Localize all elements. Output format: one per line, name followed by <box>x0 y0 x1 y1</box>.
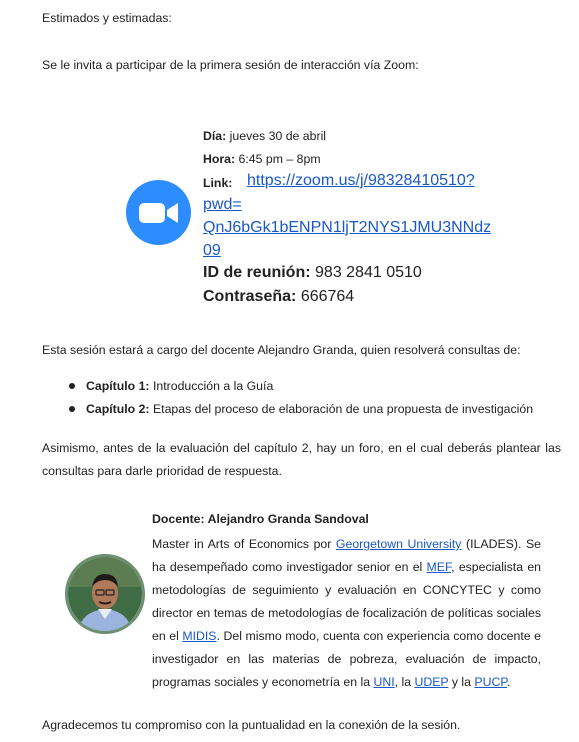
meeting-password <box>203 288 354 306</box>
uni-link[interactable]: UNI <box>373 675 395 689</box>
time-label: Hora: <box>203 152 236 166</box>
zoom-link-line-2[interactable]: pwd= <box>203 196 242 213</box>
chapter-label: Capítulo 1: <box>86 379 150 393</box>
zoom-link-line-1[interactable]: https://zoom.us/j/98328410510? <box>247 172 475 189</box>
teacher-photo <box>68 557 142 631</box>
time-value: 6:45 pm – 8pm <box>238 152 321 166</box>
teacher-title: Docente: Alejandro Granda Sandoval <box>152 512 369 526</box>
day-label: Día: <box>203 129 227 143</box>
teacher-bio <box>152 533 541 694</box>
forum-line-2: consultas para darle prioridad de respuesta. <box>42 464 282 478</box>
georgetown-link[interactable]: Georgetown University <box>335 537 462 551</box>
bio-text: y la <box>448 675 475 689</box>
bio-text: , especialista en metodologías de seguimiento y evaluación en CONCYTEC y como director en temas de metodologías de focalización de políticas sociales en el <box>152 560 542 643</box>
list-item <box>64 376 533 399</box>
chapter-text: Etapas del proceso de elaboración de una propuesta de investigación <box>152 402 534 416</box>
chapter-label: Capítulo 2: <box>86 402 150 416</box>
forum-line-1: Asimismo, antes de la evaluación del capítulo 2, hay un foro, en el cual deberás plantear las <box>42 441 561 455</box>
zoom-video-camera-icon <box>126 180 191 245</box>
bio-text: , la <box>394 675 415 689</box>
password-value: 666764 <box>300 288 355 305</box>
pucp-link[interactable]: PUCP <box>474 675 507 689</box>
zoom-link-line-4[interactable]: 09 <box>203 242 221 259</box>
zoom-logo-icon <box>126 180 191 245</box>
chapter-text: Introducción a la Guía <box>152 379 274 393</box>
bio-text: . <box>507 675 511 689</box>
session-text: Esta sesión estará a cargo del docente Alejandro Granda, quien resolverá consultas de: <box>42 343 521 357</box>
list-item <box>64 399 533 422</box>
meeting-day <box>203 129 326 143</box>
id-value: 983 2841 0510 <box>315 264 422 281</box>
chapter-list <box>64 376 533 422</box>
greeting-text: Estimados y estimadas: <box>42 11 172 25</box>
midis-link[interactable]: MIDIS <box>182 629 217 643</box>
bio-text: (ILADES). Se ha desempeñado como investigador senior en el <box>152 537 541 574</box>
forum-text <box>42 440 561 479</box>
meeting-time <box>203 152 321 166</box>
teacher-avatar <box>65 554 145 634</box>
bio-text: Master in Arts of Economics por <box>152 537 336 551</box>
meeting-id <box>203 264 422 282</box>
zoom-link-line-3[interactable]: QnJ6bGk1bENPN1ljT2NYS1JMU3NNdz <box>203 219 492 236</box>
udep-link[interactable]: UDEP <box>414 675 449 689</box>
id-label: ID de reunión: <box>203 264 311 281</box>
day-value: jueves 30 de abril <box>229 129 327 143</box>
link-label: Link: <box>203 176 233 190</box>
password-label: Contraseña: <box>203 288 297 305</box>
invite-text: Se le invita a participar de la primera sesión de interacción vía Zoom: <box>42 58 419 72</box>
bio-text: . Del mismo modo, cuenta con experiencia como docente e investigador en las materias de pobreza, evaluación de impacto, programas sociales y econometría en la <box>152 629 541 689</box>
mef-link[interactable]: MEF <box>426 560 452 574</box>
closing-text: Agradecemos tu compromiso con la puntualidad en la conexión de la sesión. <box>42 718 461 732</box>
